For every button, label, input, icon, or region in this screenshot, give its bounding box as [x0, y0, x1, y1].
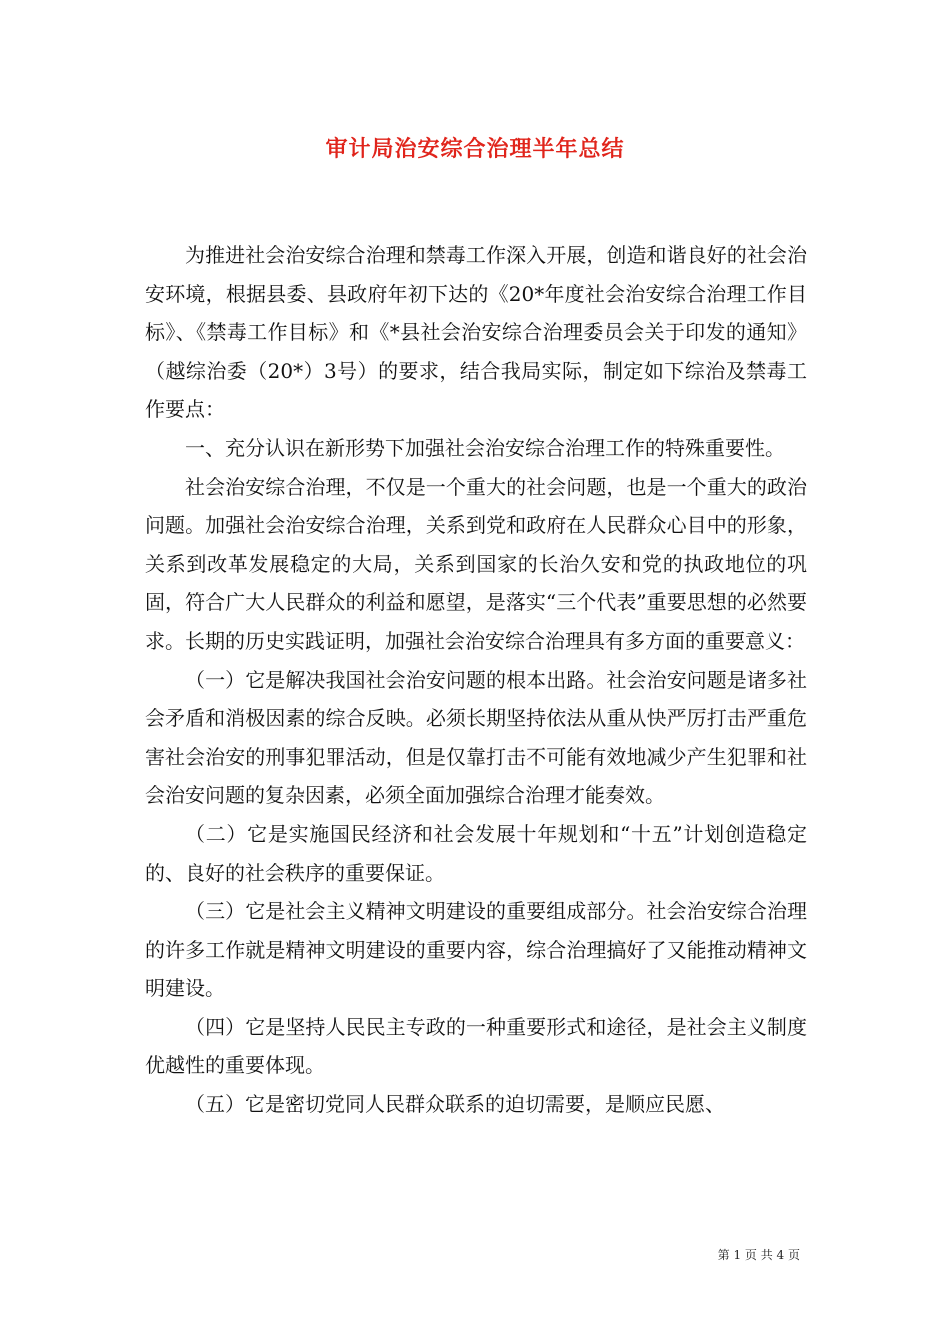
paragraph-item-5: （五）它是密切党同人民群众联系的迫切需要，是顺应民愿、 — [185, 1092, 725, 1117]
paragraph-item-1: （一）它是解决我国社会治安问题的根本出路。社会治安问题是诸多社会矛盾和消极因素的综合反映。必须长期坚持依法从重从快严厉打击严重危害社会治安的刑事犯罪活动，但是仅靠打击不可能有效地减少产生犯罪和社会治安问题的复杂因素，必须全面加强综合治理才能奏效。 — [145, 667, 807, 808]
page-number-footer — [718, 1246, 800, 1263]
page-number-label: 第 1 页 共 4 页 — [717, 1248, 800, 1262]
paragraph-item-2: （二）它是实施国民经济和社会发展十年规划和“十五”计划创造稳定的、良好的社会秩序的重要保证。 — [145, 821, 807, 885]
paragraph-item-4: （四）它是坚持人民民主专政的一种重要形式和途径，是社会主义制度优越性的重要体现。 — [145, 1014, 807, 1078]
paragraph-section-1-heading: 一、充分认识在新形势下加强社会治安综合治理工作的特殊重要性。 — [185, 435, 785, 460]
document-title: 审计局治安综合治理半年总结 — [325, 137, 625, 162]
paragraph-item-3: （三）它是社会主义精神文明建设的重要组成部分。社会治安综合治理的许多工作就是精神文明建设的重要内容，综合治理搞好了又能推动精神文明建设。 — [145, 899, 807, 1001]
paragraph-intro: 为推进社会治安综合治理和禁毒工作深入开展，创造和谐良好的社会治安环境，根据县委、县政府年初下达的《20*年度社会治安综合治理工作目标》、《禁毒工作目标》和《*县社会治安综合治理委员会关于印发的通知》（越综治委（20*）3号）的要求，结合我局实际，制定如下综治及禁毒工作要点： — [145, 243, 807, 422]
paragraph-significance: 社会治安综合治理，不仅是一个重大的社会问题，也是一个重大的政治问题。加强社会治安综合治理，关系到党和政府在人民群众心目中的形象，关系到改革发展稳定的大局，关系到国家的长治久安和党的执政地位的巩固，符合广大人民群众的利益和愿望，是落实“三个代表”重要思想的必然要求。长期的历史实践证明，加强社会治安综合治理具有多方面的重要意义： — [145, 474, 807, 653]
document-body — [145, 236, 807, 1124]
